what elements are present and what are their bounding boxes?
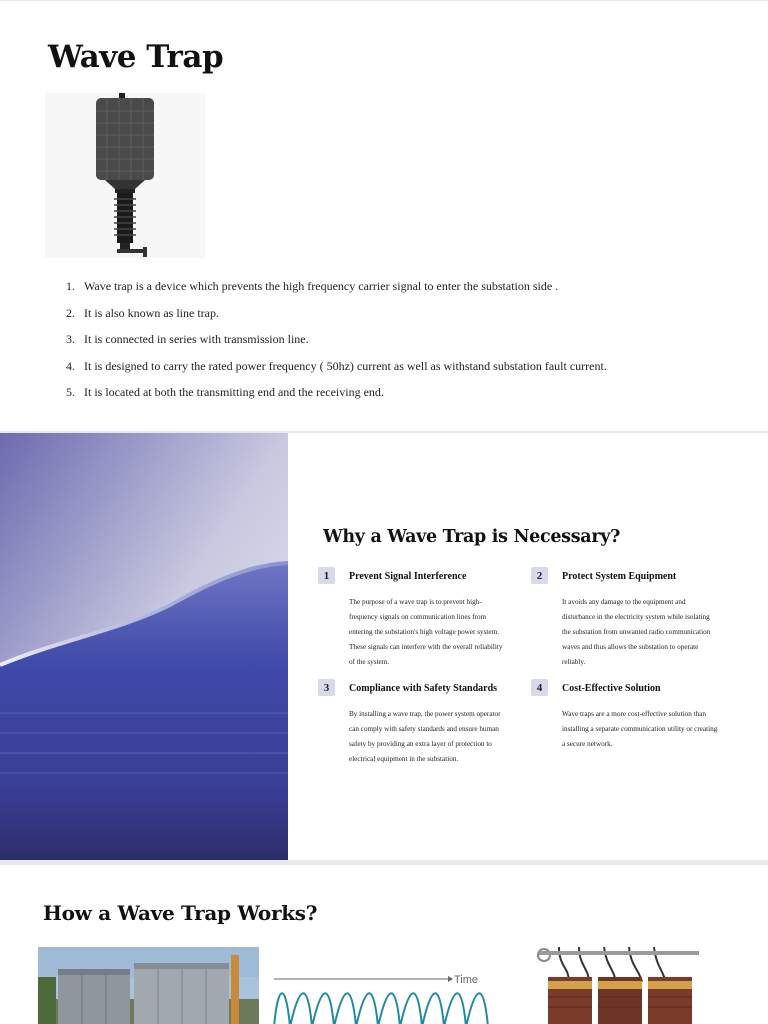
list-item — [66, 332, 607, 359]
section-title: Why a Wave Trap is Necessary? — [323, 527, 621, 547]
list-number: 2. — [66, 305, 75, 320]
number-badge: 2 — [531, 567, 548, 584]
card-line: reliably. — [562, 658, 586, 666]
number-badge: 1 — [318, 567, 335, 584]
list-number: 1. — [66, 279, 75, 293]
slide-how-it-works — [0, 865, 768, 1024]
list-text: It is located at both the transmitting end and the receiving end. — [84, 385, 384, 399]
list-item — [66, 306, 607, 333]
card-line: Wave traps are a more cost-effective solution than — [562, 710, 706, 718]
number-badge: 4 — [531, 679, 548, 696]
list-item — [66, 279, 607, 306]
card-body — [562, 595, 734, 670]
list-text: It is designed to carry the rated power frequency ( 50hz) current as well as withstand substation fault current. — [84, 358, 607, 373]
card-line: By installing a wave trap, the power system operator — [349, 710, 501, 718]
number-badge: 3 — [318, 679, 335, 696]
substation-image — [38, 947, 259, 1024]
abstract-wave-image — [0, 433, 288, 860]
list-item — [66, 385, 607, 412]
card-line: These signals can interfere with the overall reliability — [349, 643, 503, 651]
card-line: The purpose of a wave trap is to prevent high- — [349, 598, 482, 606]
wave-trap-image — [45, 93, 205, 258]
time-axis-label: Time — [454, 974, 479, 986]
wave-trap-points — [66, 279, 607, 412]
list-text: It is connected in series with transmission line. — [84, 332, 309, 346]
slide-why-necessary — [0, 433, 768, 860]
card-line: frequency signals on communication lines from — [349, 613, 487, 621]
card-line: a secure network. — [562, 740, 613, 748]
list-number: 5. — [66, 385, 75, 399]
card-title: Compliance with Safety Standards — [349, 683, 498, 694]
card-line: of the system. — [349, 658, 390, 666]
slide-wave-trap-intro — [0, 1, 768, 431]
signal-waveform-image — [272, 947, 494, 1024]
card-line: can comply with safety standards and ensure human — [349, 725, 499, 733]
list-number: 4. — [66, 358, 75, 373]
card-title: Protect System Equipment — [562, 571, 677, 582]
card-line: entering the substation's high voltage power system. — [349, 628, 500, 636]
card-body — [349, 707, 521, 767]
card-title: Cost-Effective Solution — [562, 683, 661, 694]
list-text: Wave trap is a device which prevents the high frequency carrier signal to enter the substation side . — [84, 279, 559, 293]
section-title: How a Wave Trap Works? — [43, 901, 318, 925]
card-line: safety by providing an extra layer of protection to — [349, 740, 492, 748]
list-text: It is also known as line trap. — [84, 305, 219, 320]
card-body — [349, 595, 521, 670]
card-line: electrical equipment in the substation. — [349, 755, 459, 763]
card-line: installing a separate communication utility or creating — [562, 725, 718, 733]
list-item — [66, 359, 607, 386]
card-line: disturbance in the electricity system while isolating — [562, 613, 710, 621]
card-body — [562, 707, 734, 752]
card-title: Prevent Signal Interference — [349, 571, 467, 582]
card-line: It avoids any damage to the equipment and — [562, 598, 686, 606]
list-number: 3. — [66, 332, 75, 346]
coil-transformer-image — [534, 947, 704, 1024]
card-line: the substation from unwanted radio communication — [562, 628, 711, 636]
card-line: waves and thus allows the substation to operate — [562, 643, 699, 651]
slide-title: Wave Trap — [48, 39, 224, 75]
